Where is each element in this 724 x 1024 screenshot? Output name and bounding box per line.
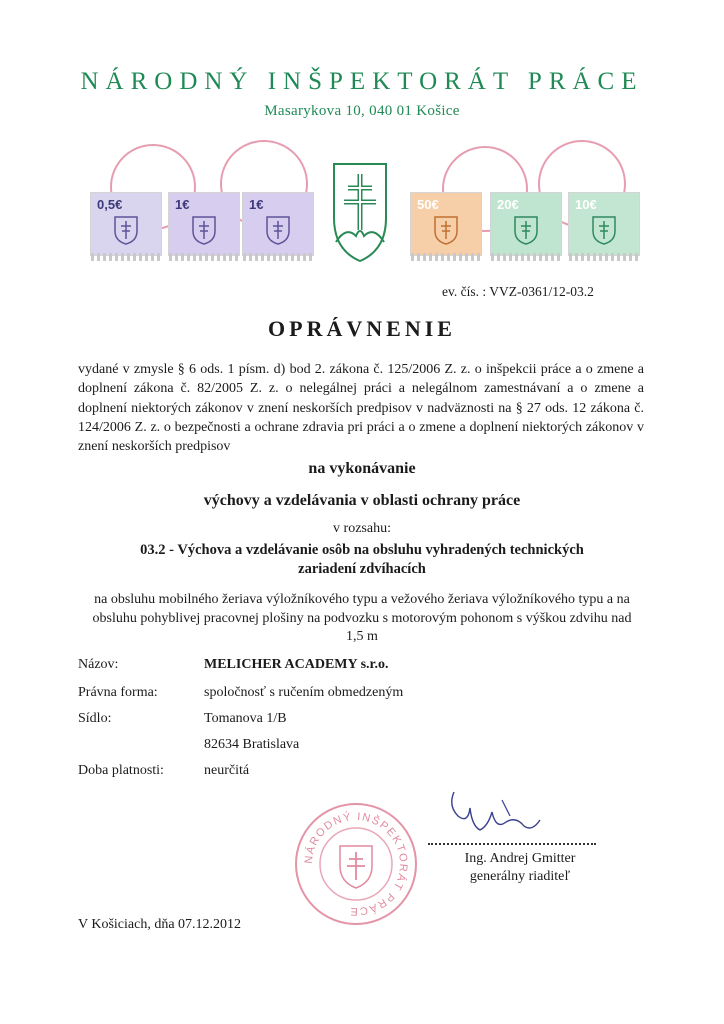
signature-icon: [440, 786, 550, 846]
coat-of-arms-icon: [191, 215, 217, 245]
scope-description: na obsluhu mobilného žeriava výložníkového typu a vežového žeriava výložníkového typu a na obsluhu pohyblivej pracovnej plošiny na podvozku s motorovým pohonom s výškou zdvihu nad 1,5 m: [92, 592, 632, 644]
stamp-value: 50€: [417, 197, 439, 212]
revenue-stamp: [90, 192, 162, 256]
coat-of-arms-icon: [591, 215, 617, 245]
revenue-stamp: [168, 192, 240, 256]
signer-name: Ing. Andrej Gmitter: [464, 851, 576, 866]
legal-basis-paragraph: vydané v zmysle § 6 ods. 1 písm. d) bod 2. zákona č. 125/2006 Z. z. o inšpekcii práce a o zmene a doplnení zákona č. 82/2005 Z. z. o nelegálnej práci a nelegálnom zamestnávaní a o zmene a doplnení niektorých zákonov v znení neskorších predpisov v nadväznosti na § 27 ods. 12 zákona č. 124/2006 Z. z. o bezpečnosti a ochrane zdravia pri práci a o zmene a doplnení niektorých zákonov v znení neskorších predpisov: [78, 362, 644, 455]
stamp-value: 1€: [175, 197, 190, 212]
validity-value: neurčitá: [204, 763, 250, 778]
purpose-line-1: na vykonávanie: [308, 460, 416, 477]
scope-title: 03.2 - Výchova a vzdelávanie osôb na obsluhu vyhradených technických zariadení zdvíhacích: [140, 542, 584, 577]
institution-address: Masarykova 10, 040 01 Košice: [264, 103, 460, 119]
seal-text: NÁRODNÝ INŠPEKTORÁT PRÁCE: [302, 810, 410, 918]
revenue-stamp: [490, 192, 562, 256]
place-and-date: V Košiciach, dňa 07.12.2012: [78, 917, 242, 932]
legal-form-label: Právna forma:: [78, 685, 158, 700]
seat-city: 82634 Bratislava: [204, 737, 300, 752]
coat-of-arms-icon: [433, 215, 459, 245]
validity-label: Doba platnosti:: [78, 763, 164, 778]
seat-street: Tomanova 1/B: [204, 711, 287, 726]
signer-role: generálny riaditeľ: [469, 869, 571, 884]
company-name: MELICHER ACADEMY s.r.o.: [204, 657, 389, 672]
revenue-stamp: [410, 192, 482, 256]
revenue-stamp: [242, 192, 314, 256]
stamp-value: 10€: [575, 197, 597, 212]
legal-form-value: spoločnosť s ručením obmedzeným: [204, 685, 404, 700]
name-label: Názov:: [78, 657, 119, 672]
range-label: v rozsahu:: [333, 521, 391, 536]
coat-of-arms-icon: [265, 215, 291, 245]
stamp-value: 20€: [497, 197, 519, 212]
document-title: OPRÁVNENIE: [268, 316, 456, 341]
signature-line: [428, 843, 596, 845]
revenue-stamp: [568, 192, 640, 256]
stamp-value: 0,5€: [97, 197, 123, 212]
seat-label: Sídlo:: [78, 711, 112, 726]
stamp-value: 1€: [249, 197, 264, 212]
state-coat-of-arms-icon: [330, 160, 390, 264]
institution-name: NÁRODNÝ INŠPEKTORÁT PRÁCE: [80, 68, 644, 95]
purpose-line-2: výchovy a vzdelávania v oblasti ochrany práce: [203, 492, 521, 509]
evidence-number: ev. čís. : VVZ-0361/12-03.2: [442, 284, 594, 299]
coat-of-arms-icon: [113, 215, 139, 245]
official-seal-icon: [292, 800, 420, 928]
coat-of-arms-icon: [513, 215, 539, 245]
